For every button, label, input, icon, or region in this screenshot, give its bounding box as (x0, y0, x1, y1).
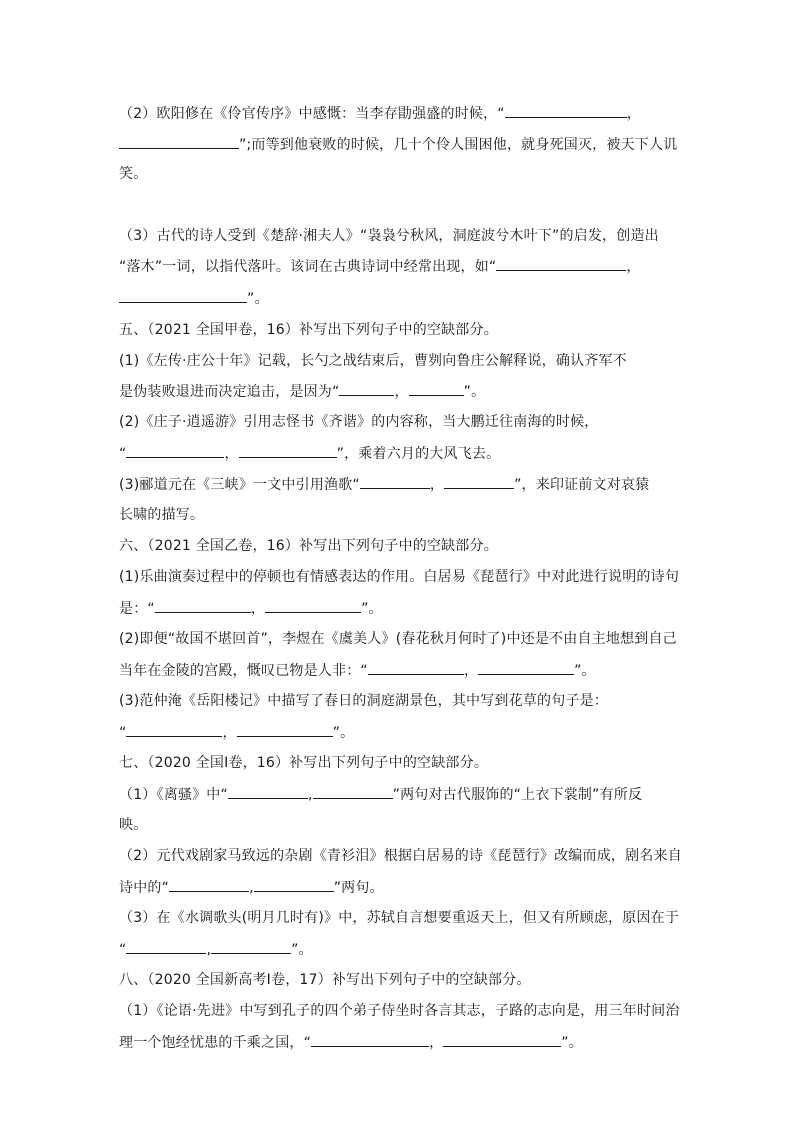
text: （3）古代的诗人受到《楚辞·湘夫人》“袅袅兮秋风，洞庭波兮木叶下”的启发，创造出 (119, 228, 659, 244)
section5-title (119, 320, 679, 340)
answer-blank[interactable] (119, 134, 239, 149)
text: 七、（2020 全国Ⅰ卷，16）补写出下列句子中的空缺部分。 (119, 755, 489, 771)
answer-blank[interactable] (237, 722, 333, 737)
text: (1)《左传·庄公十年》记载，长勺之战结束后，曹刿向鲁庄公解释说，确认齐军不 (119, 353, 627, 369)
answer-blank[interactable] (211, 939, 291, 954)
s8-q1-line2 (119, 1032, 679, 1053)
text: （1）《论语·先进》中写到孔子的四个弟子侍坐时各言其志，子路的志向是，用三年时间治 (119, 1003, 680, 1019)
answer-blank[interactable] (443, 1032, 561, 1047)
answer-blank[interactable] (126, 443, 224, 458)
section7-title (119, 753, 679, 773)
section6-title (119, 536, 679, 556)
text: , (249, 880, 254, 896)
text: 当年在金陵的宫殿，慨叹已物是人非：“ (119, 663, 368, 679)
text: ”。 (361, 601, 383, 617)
s5-q3-line1 (119, 474, 679, 495)
answer-blank[interactable] (119, 288, 247, 303)
text: ， (224, 446, 239, 462)
s5-q3-line2 (119, 505, 679, 525)
text: 是伪装败退进而决定追击，是因为“ (119, 384, 340, 400)
answer-blank[interactable] (339, 381, 394, 396)
s6-q1-line2 (119, 598, 679, 619)
s6-q2-line1 (119, 629, 679, 649)
text: 理一个饱经忧患的千乘之国，“ (119, 1035, 312, 1051)
s7-q2-line2 (119, 877, 679, 898)
text: ， (250, 601, 266, 617)
s5-q2-line1 (119, 412, 679, 432)
text: ”。 (247, 291, 269, 307)
text: ”，来印证前文对哀猿 (514, 477, 650, 493)
s6-q2-line2 (119, 660, 679, 681)
s4-q3-line1 (119, 226, 679, 246)
text: ， (429, 477, 445, 493)
s6-q1-line1 (119, 567, 679, 587)
text: ， (463, 663, 479, 679)
s7-q1-line2 (119, 815, 679, 835)
text: “ (119, 942, 127, 958)
text: “落木”一词，以指代落叶。该词在古典诗词中经常出现，如“ (119, 259, 497, 275)
answer-blank[interactable] (360, 474, 430, 489)
text: 八、（2020 全国新高考Ⅰ卷，17）补写出下列句子中的空缺部分。 (119, 972, 531, 988)
answer-blank[interactable] (155, 598, 251, 613)
text: ”。 (463, 384, 486, 400)
section8-title (119, 970, 679, 990)
text: (3)郦道元在《三峡》一文中引用渔歌“ (119, 477, 360, 493)
answer-blank[interactable] (505, 103, 627, 118)
answer-blank[interactable] (368, 660, 464, 675)
answer-blank[interactable] (126, 939, 206, 954)
s5-q1-line2 (119, 381, 679, 402)
s4-q2-line2 (119, 134, 679, 155)
text: ”。 (574, 663, 596, 679)
text: 六、（2021 全国乙卷，16）补写出下列句子中的空缺部分。 (119, 538, 498, 554)
text: ”;而等到他衰败的时候，几十个伶人围困他，就身死国灭，被天下人讥 (239, 137, 678, 153)
text: (1)乐曲演奏过程中的停顿也有情感表达的作用。白居易《琵琶行》中对此进行说明的诗句 (119, 569, 680, 585)
s7-q2-line1 (119, 846, 682, 866)
text: , (206, 942, 212, 958)
s8-q1-line1 (119, 1001, 679, 1021)
answer-blank[interactable] (313, 784, 393, 799)
text: ”两句对古代服饰的“上衣下裳制”有所反 (392, 787, 643, 803)
text: 诗中的“ (119, 880, 170, 896)
answer-blank[interactable] (228, 784, 308, 799)
text: ”两句。 (333, 880, 384, 896)
answer-blank[interactable] (444, 474, 514, 489)
text: (2)《庄子·逍遥游》引用志怪书《齐谐》的内容称，当大鹏迁往南海的时候， (119, 414, 599, 430)
text: （3）在《水调歌头(明月几时有)》中，苏轼自言想要重返天上，但又有所顾虑，原因在于 (119, 910, 680, 926)
s7-q1-line1 (119, 784, 679, 805)
answer-blank[interactable] (496, 256, 626, 271)
s7-q3-line1 (119, 908, 679, 928)
text: “ (119, 446, 127, 462)
text: （2）元代戏剧家马致远的杂剧《青衫泪》根据白居易的诗《琵琶行》改编而成，剧名来自 (119, 848, 682, 864)
text: 笑。 (119, 166, 148, 182)
text: ， (222, 725, 237, 741)
text: “ (119, 725, 127, 741)
text: (3)范仲淹《岳阳楼记》中描写了春日的洞庭湖景色，其中写到花草的句子是： (119, 693, 609, 709)
answer-blank[interactable] (169, 877, 249, 892)
answer-blank[interactable] (409, 381, 464, 396)
answer-blank[interactable] (311, 1032, 429, 1047)
text: （1）《离骚》中“ (119, 787, 228, 803)
text: 是：“ (119, 601, 155, 617)
text: ， (626, 106, 641, 122)
text: , (307, 787, 313, 803)
text: ”。 (332, 725, 355, 741)
s5-q1-line1 (119, 351, 679, 371)
text: 长啸的描写。 (119, 507, 205, 523)
answer-blank[interactable] (265, 598, 361, 613)
answer-blank[interactable] (126, 722, 222, 737)
answer-blank[interactable] (478, 660, 574, 675)
text: 映。 (119, 817, 148, 833)
text: ”。 (561, 1035, 583, 1051)
text: ”。 (291, 942, 313, 958)
s4-q3-line3 (119, 288, 679, 309)
text: ， (429, 1035, 444, 1051)
text: (2)即便“故国不堪回首”，李煜在《虞美人》(春花秋月何时了)中还是不由自主地想到自己 (119, 631, 677, 647)
text: 五、（2021 全国甲卷，16）补写出下列句子中的空缺部分。 (119, 322, 498, 338)
text: （2）欧阳修在《伶官传序》中感慨：当李存勖强盛的时候，“ (119, 106, 505, 122)
s4-q2-line1 (119, 103, 679, 124)
answer-blank[interactable] (239, 443, 337, 458)
text: ”，乘着六月的大风飞去。 (336, 446, 501, 462)
s7-q3-line2 (119, 939, 679, 960)
s6-q3-line1 (119, 691, 679, 711)
answer-blank[interactable] (254, 877, 334, 892)
text: ， (394, 384, 409, 400)
s5-q2-line2 (119, 443, 679, 464)
text: ， (626, 259, 641, 275)
s4-q2-line3 (119, 164, 679, 184)
s6-q3-line2 (119, 722, 679, 743)
s4-q3-line2 (119, 256, 679, 277)
